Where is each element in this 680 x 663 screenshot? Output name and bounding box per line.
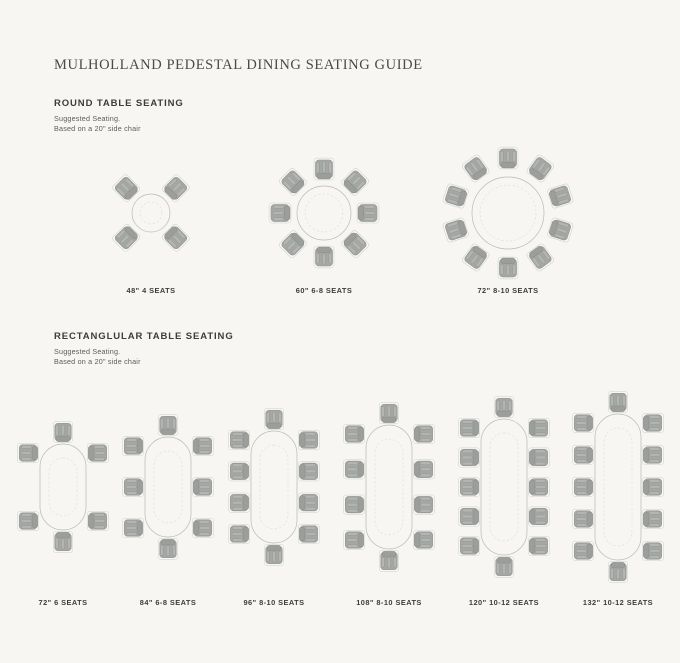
- chair-icon: [572, 509, 593, 528]
- chair: [413, 460, 434, 479]
- chair-icon: [379, 550, 398, 571]
- rect-section-header: [54, 331, 234, 368]
- round-section-subline-2: Based on a 20" side chair: [54, 124, 141, 134]
- table-top: [251, 431, 297, 543]
- chair: [608, 391, 627, 412]
- chair: [494, 556, 513, 577]
- table-top: [595, 414, 641, 560]
- rect-caption-84: 84" 6-8 SEATS: [139, 598, 197, 607]
- chair-icon: [298, 524, 319, 543]
- chair: [298, 524, 319, 543]
- chair: [53, 531, 72, 552]
- chair: [278, 229, 308, 259]
- chair-icon: [572, 541, 593, 560]
- chair: [87, 443, 108, 462]
- chair-icon: [192, 518, 213, 537]
- rect-table-diagram-96: [219, 399, 329, 575]
- chair-icon: [528, 507, 549, 526]
- chair-icon: [498, 257, 518, 279]
- chair-icon: [158, 414, 177, 435]
- chair: [642, 541, 663, 560]
- chair-icon: [264, 408, 283, 429]
- chair: [413, 424, 434, 443]
- chair-icon: [547, 183, 574, 209]
- chair-icon: [528, 536, 549, 555]
- chair: [572, 509, 593, 528]
- chair-icon: [278, 229, 308, 259]
- chair: [87, 511, 108, 530]
- chair: [494, 396, 513, 417]
- chair-icon: [343, 460, 364, 479]
- chair: [526, 243, 555, 272]
- chair-icon: [340, 229, 370, 259]
- chair: [264, 408, 283, 429]
- chair-icon: [528, 448, 549, 467]
- round-table-diagram-48: [90, 152, 212, 274]
- chair-icon: [314, 246, 334, 268]
- chair: [122, 518, 143, 537]
- chair: [528, 448, 549, 467]
- chair: [53, 421, 72, 442]
- chair-icon: [122, 477, 143, 496]
- chair-icon: [228, 493, 249, 512]
- chair-icon: [343, 530, 364, 549]
- chair: [192, 436, 213, 455]
- rect-caption-96: 96" 8-10 SEATS: [243, 598, 305, 607]
- chair-icon: [298, 493, 319, 512]
- chair-icon: [458, 418, 479, 437]
- chair: [458, 536, 479, 555]
- chair-icon: [494, 556, 513, 577]
- chair-icon: [458, 536, 479, 555]
- chair-icon: [278, 167, 308, 197]
- chair-icon: [413, 460, 434, 479]
- chair: [528, 507, 549, 526]
- chair-icon: [572, 413, 593, 432]
- chair-icon: [498, 147, 518, 169]
- chair: [498, 257, 518, 279]
- chair-icon: [526, 243, 555, 272]
- chair: [269, 203, 291, 223]
- chair: [547, 183, 574, 209]
- chair-icon: [17, 511, 38, 530]
- chair: [528, 536, 549, 555]
- chair-icon: [122, 518, 143, 537]
- chair: [228, 430, 249, 449]
- chair-icon: [298, 430, 319, 449]
- chair-icon: [642, 541, 663, 560]
- chair: [379, 402, 398, 423]
- chair: [458, 418, 479, 437]
- round-section-subline-1: Suggested Seating.: [54, 114, 121, 123]
- chair-icon: [642, 509, 663, 528]
- chair: [442, 183, 469, 209]
- chair: [461, 154, 490, 183]
- chair: [526, 154, 555, 183]
- chair-icon: [314, 158, 334, 180]
- chair: [379, 550, 398, 571]
- chair: [161, 173, 191, 203]
- chair-icon: [528, 477, 549, 496]
- chair: [264, 544, 283, 565]
- round-caption-72: 72" 8-10 SEATS: [477, 286, 539, 295]
- chair-icon: [357, 203, 379, 223]
- chair-icon: [458, 507, 479, 526]
- round-caption-48: 48" 4 SEATS: [126, 286, 176, 295]
- round-table-diagram-60: [254, 143, 394, 283]
- chair: [228, 493, 249, 512]
- chair-icon: [122, 436, 143, 455]
- rect-section-subline-2: Based on a 20" side chair: [54, 357, 141, 367]
- rect-caption-72: 72" 6 SEATS: [38, 598, 88, 607]
- chair: [17, 443, 38, 462]
- table-top: [132, 194, 170, 232]
- chair-icon: [608, 561, 627, 582]
- chair: [528, 418, 549, 437]
- chair-icon: [343, 424, 364, 443]
- chair-icon: [642, 445, 663, 464]
- chair: [413, 530, 434, 549]
- chair-icon: [228, 462, 249, 481]
- rect-table-diagram-84: [113, 405, 223, 569]
- chair-icon: [269, 203, 291, 223]
- chair-icon: [53, 531, 72, 552]
- chair-icon: [572, 445, 593, 464]
- chair-icon: [228, 524, 249, 543]
- chair: [642, 509, 663, 528]
- round-table-diagram-72: [427, 132, 589, 294]
- chair-icon: [572, 477, 593, 496]
- chair: [111, 173, 141, 203]
- chair-icon: [264, 544, 283, 565]
- rect-caption-132: 132" 10-12 SEATS: [582, 598, 654, 607]
- chair-icon: [192, 477, 213, 496]
- rect-table-diagram-120: [449, 387, 559, 587]
- chair-icon: [413, 495, 434, 514]
- chair: [357, 203, 379, 223]
- chair-icon: [111, 223, 141, 253]
- round-section-heading: ROUND TABLE SEATING: [54, 98, 184, 109]
- chair-icon: [461, 243, 490, 272]
- chair-icon: [458, 448, 479, 467]
- table-top: [40, 444, 86, 530]
- chair: [572, 413, 593, 432]
- chair: [572, 445, 593, 464]
- chair: [413, 495, 434, 514]
- rect-caption-120: 120" 10-12 SEATS: [468, 598, 540, 607]
- chair: [458, 448, 479, 467]
- chair: [298, 462, 319, 481]
- chair-icon: [158, 538, 177, 559]
- chair: [228, 462, 249, 481]
- chair-icon: [528, 418, 549, 437]
- chair: [572, 541, 593, 560]
- chair-icon: [87, 511, 108, 530]
- chair: [642, 477, 663, 496]
- chair: [122, 477, 143, 496]
- chair: [343, 424, 364, 443]
- table-top: [472, 177, 544, 249]
- page-title: MULHOLLAND PEDESTAL DINING SEATING GUIDE: [54, 57, 423, 73]
- chair: [461, 243, 490, 272]
- chair: [314, 246, 334, 268]
- chair: [192, 477, 213, 496]
- round-section-header: [54, 98, 184, 135]
- chair: [122, 436, 143, 455]
- chair: [642, 445, 663, 464]
- rect-section-heading: RECTANGLULAR TABLE SEATING: [54, 331, 234, 342]
- chair: [547, 217, 574, 243]
- chair-icon: [17, 443, 38, 462]
- chair-icon: [413, 424, 434, 443]
- chair: [228, 524, 249, 543]
- chair: [642, 413, 663, 432]
- table-top: [366, 425, 412, 549]
- chair-icon: [161, 173, 191, 203]
- chair: [343, 495, 364, 514]
- chair-icon: [413, 530, 434, 549]
- chair: [111, 223, 141, 253]
- chair: [314, 158, 334, 180]
- table-top: [481, 419, 527, 555]
- chair: [158, 414, 177, 435]
- chair-icon: [87, 443, 108, 462]
- chair: [572, 477, 593, 496]
- chair-icon: [642, 413, 663, 432]
- rect-table-diagram-72: [8, 412, 118, 562]
- chair: [192, 518, 213, 537]
- chair-icon: [442, 217, 469, 243]
- chair-icon: [298, 462, 319, 481]
- chair-icon: [547, 217, 574, 243]
- chair-icon: [461, 154, 490, 183]
- chair: [278, 167, 308, 197]
- chair: [608, 561, 627, 582]
- chair: [498, 147, 518, 169]
- rect-table-diagram-132: [563, 382, 673, 592]
- table-top: [145, 437, 191, 537]
- chair-icon: [494, 396, 513, 417]
- chair-icon: [192, 436, 213, 455]
- chair: [528, 477, 549, 496]
- chair: [161, 223, 191, 253]
- round-caption-60: 60" 6-8 SEATS: [295, 286, 353, 295]
- chair-icon: [608, 391, 627, 412]
- chair-icon: [526, 154, 555, 183]
- rect-section-subline-1: Suggested Seating.: [54, 347, 121, 356]
- chair-icon: [379, 402, 398, 423]
- chair: [158, 538, 177, 559]
- chair-icon: [340, 167, 370, 197]
- chair: [458, 507, 479, 526]
- chair-icon: [228, 430, 249, 449]
- chair: [343, 530, 364, 549]
- chair-icon: [53, 421, 72, 442]
- chair: [343, 460, 364, 479]
- chair: [458, 477, 479, 496]
- chair: [340, 229, 370, 259]
- chair-icon: [343, 495, 364, 514]
- chair-icon: [442, 183, 469, 209]
- chair: [340, 167, 370, 197]
- chair: [298, 493, 319, 512]
- rect-caption-108: 108" 8-10 SEATS: [356, 598, 422, 607]
- chair-icon: [642, 477, 663, 496]
- chair-icon: [161, 223, 191, 253]
- rect-table-diagram-108: [334, 393, 444, 581]
- chair: [17, 511, 38, 530]
- chair-icon: [458, 477, 479, 496]
- chair: [442, 217, 469, 243]
- chair-icon: [111, 173, 141, 203]
- chair: [298, 430, 319, 449]
